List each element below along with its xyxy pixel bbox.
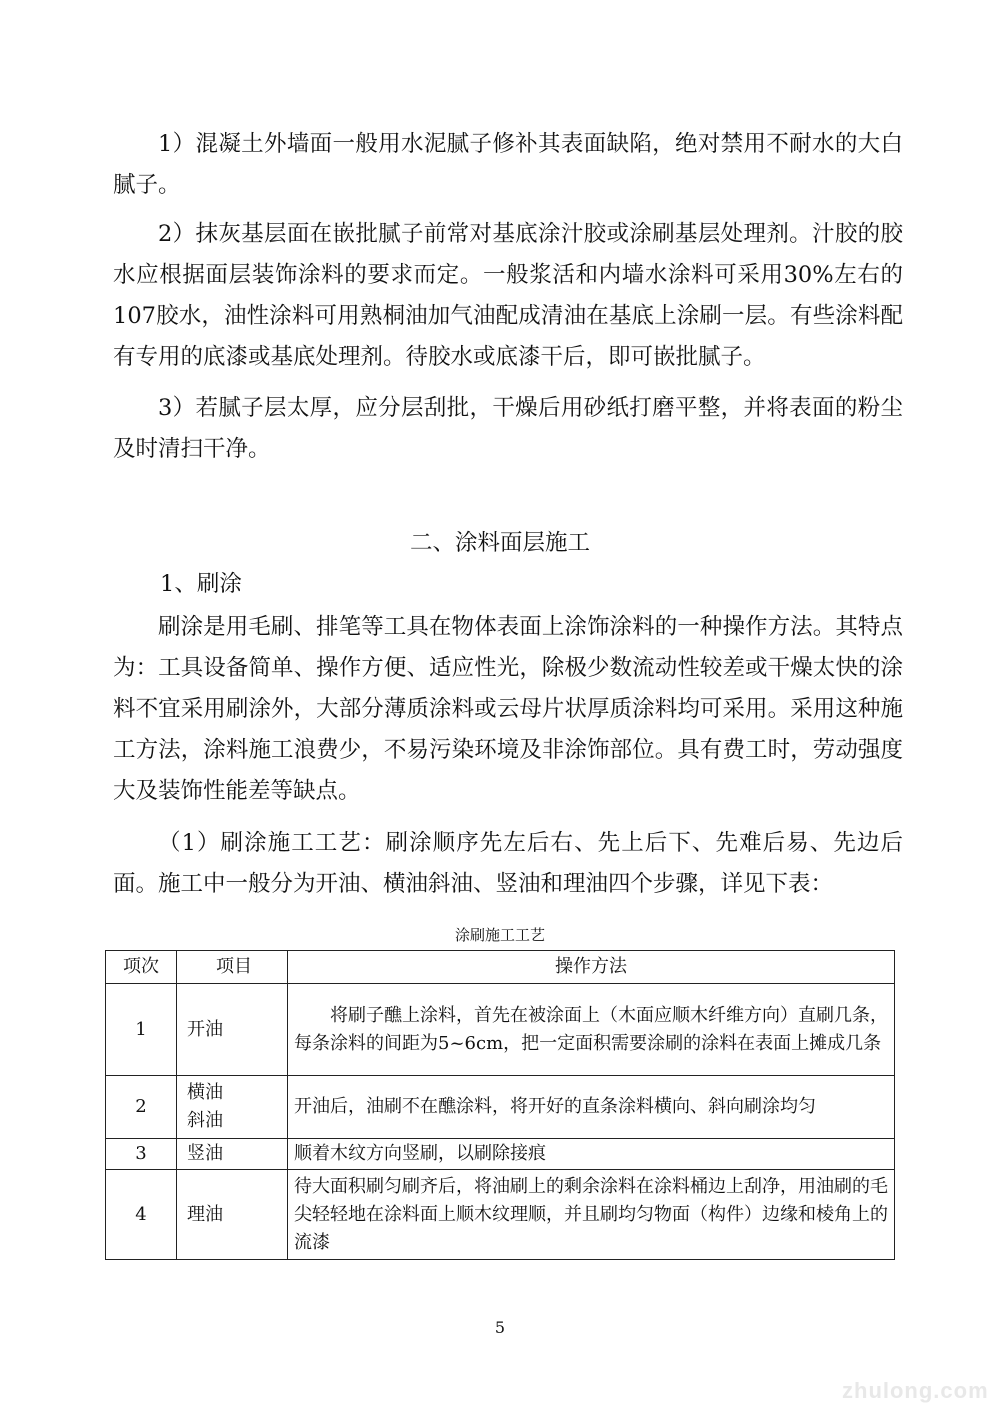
page-number: 5 xyxy=(494,1318,506,1337)
row-item xyxy=(177,984,288,1076)
row-number: 3 xyxy=(106,1139,177,1170)
row-item xyxy=(177,1076,288,1139)
table-row xyxy=(106,1170,895,1260)
paragraph-brush-process: （1）刷涂施工工艺：刷涂顺序先左后右、先上后下、先难后易、先边后面。施工中一般分为开油、横油斜油、竖油和理油四个步骤，详见下表： xyxy=(113,830,903,897)
row-item-line1: 竖油 xyxy=(187,1143,223,1164)
row-method: 将刷子醮上涂料，首先在被涂面上（木面应顺木纤维方向）直刷几条，每条涂料的间距为5~6cm，把一定面积需要涂刷的涂料在表面上摊成几条 xyxy=(288,984,895,1076)
header-number: 项次 xyxy=(106,951,177,984)
section-heading: 二、涂料面层施工 xyxy=(409,530,590,556)
table-row xyxy=(106,1076,895,1139)
process-table xyxy=(105,950,895,1260)
table-row xyxy=(106,984,895,1076)
table-caption: 涂刷施工工艺 xyxy=(454,926,545,944)
row-number: 2 xyxy=(106,1076,177,1139)
row-method: 顺着木纹方向竖刷，以刷除接痕 xyxy=(288,1139,895,1170)
subsection-heading: 1、刷涂 xyxy=(160,571,242,597)
paragraph-putty-exterior: 1）混凝土外墙面一般用水泥腻子修补其表面缺陷，绝对禁用不耐水的大白腻子。 xyxy=(113,131,903,198)
header-item: 项目 xyxy=(177,951,288,984)
row-item xyxy=(177,1139,288,1170)
row-number: 4 xyxy=(106,1170,177,1260)
paragraph-thick-putty: 3）若腻子层太厚，应分层刮批，干燥后用砂纸打磨平整，并将表面的粉尘及时清扫干净。 xyxy=(113,395,903,462)
watermark-logo: zhulong.com xyxy=(842,1378,989,1403)
row-method: 待大面积刷匀刷齐后，将油刷上的剩余涂料在涂料桶边上刮净，用油刷的毛尖轻轻地在涂料面上顺木纹理顺，并且刷均匀物面（构件）边缘和棱角上的流漆 xyxy=(288,1170,895,1260)
table-header-row xyxy=(106,951,895,984)
paragraph-brush-coating-intro: 刷涂是用毛刷、排笔等工具在物体表面上涂饰涂料的一种操作方法。其特点为：工具设备简单、操作方便、适应性光，除极少数流动性较差或干燥太快的涂料不宜采用刷涂外，大部分薄质涂料或云母片状厚质涂料均可采用。采用这种施工方法，涂料施工浪费少，不易污染环境及非涂饰部位。具有费工时，劳动强度大及装饰性能差等缺点。 xyxy=(113,614,903,804)
paragraph-base-treatment: 2）抹灰基层面在嵌批腻子前常对基底涂汁胶或涂刷基层处理剂。汁胶的胶水应根据面层装饰涂料的要求而定。一般浆活和内墙水涂料可采用30%左右的107胶水，油性涂料可用熟桐油加气油配成清油在基底上涂刷一层。有些涂料配有专用的底漆或基底处理剂。待胶水或底漆干后，即可嵌批腻子。 xyxy=(113,221,903,370)
row-item xyxy=(177,1170,288,1260)
row-item-line2: 斜油 xyxy=(187,1110,223,1131)
row-method: 开油后，油刷不在醮涂料，将开好的直条涂料横向、斜向刷涂均匀 xyxy=(288,1076,895,1139)
header-method: 操作方法 xyxy=(288,951,895,984)
row-item-line1: 横油 xyxy=(187,1082,223,1103)
row-number: 1 xyxy=(106,984,177,1076)
row-item-line1: 理油 xyxy=(187,1203,223,1225)
row-item-line1: 开油 xyxy=(187,1018,223,1040)
table-row xyxy=(106,1139,895,1170)
